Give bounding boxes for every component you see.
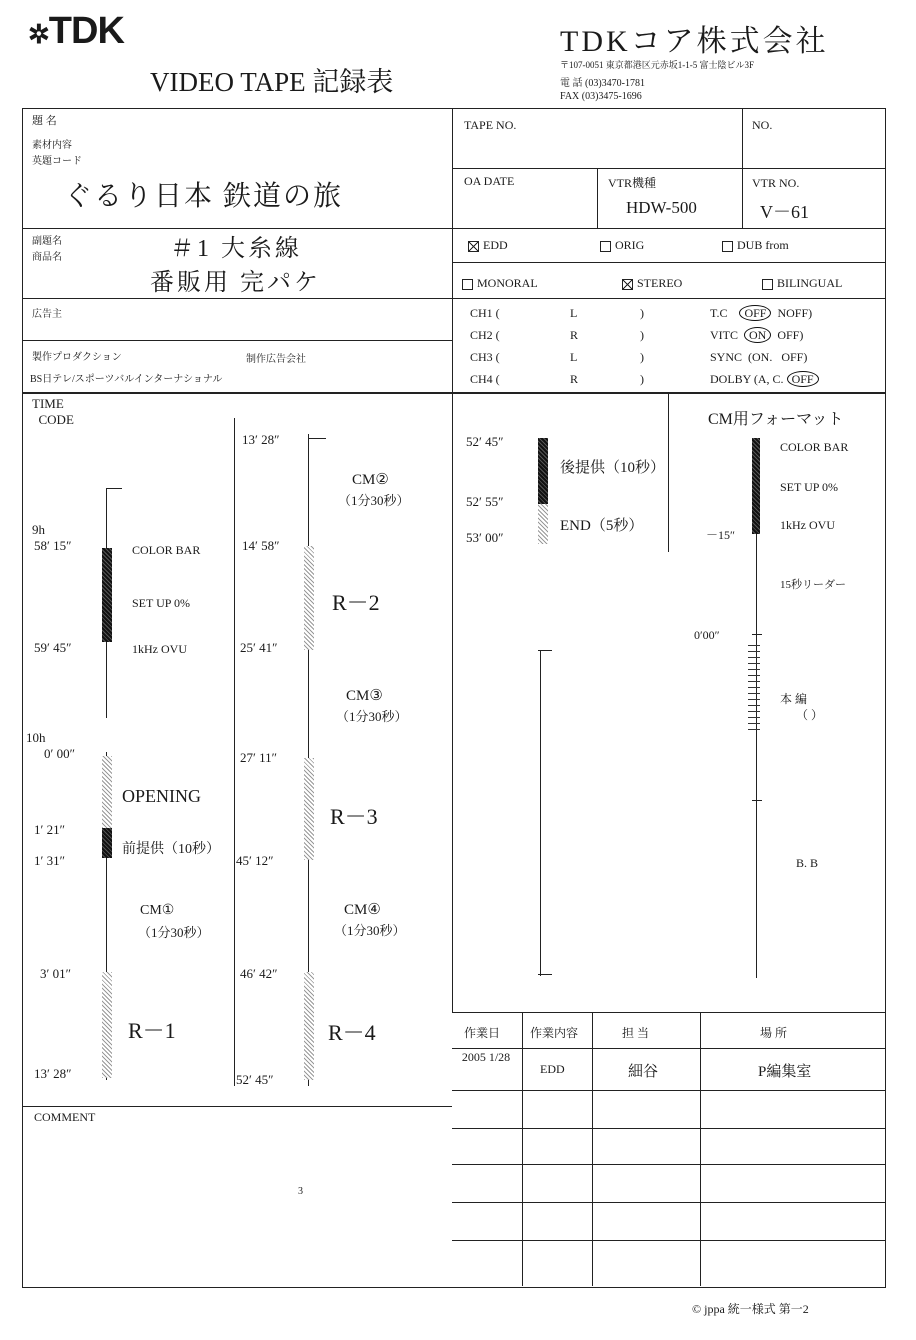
ch1-value: L [570,306,578,320]
tc2-4512: 45′ 12″ [236,853,274,868]
tc1-000: 0′ 00″ [44,746,76,761]
work-person: 細谷 [628,1064,659,1080]
tc2-2541: 25′ 41″ [240,640,278,655]
tdk-logo-icon: ✲ [28,19,49,49]
note-cm1: CM① [140,903,175,918]
work-h-date: 作業日 [464,1026,501,1040]
form-title: VIDEO TAPE 記録表 [150,67,394,97]
label-subtitle: 副題名 [32,236,62,247]
note-1khz: 1kHz OVU [132,642,187,656]
vitc-flag: VITC ON OFF) [710,328,804,342]
dub-checkbox-icon [722,241,733,252]
tc1-9h: 9h [32,522,45,537]
r3-segment [304,758,314,860]
r1-segment [102,972,112,1078]
comment-label: COMMENT [34,1110,96,1124]
note-cm2: CM② [352,472,389,488]
work-date: 2005 1/28 [461,1050,511,1064]
cm-hatch-segment [748,640,760,730]
r4-segment [304,972,314,1080]
cm-colorbar-segment [752,438,760,534]
note-opening: OPENING [122,786,201,806]
cm-leader: 15秒リーダー [780,579,846,591]
opening-segment [102,756,112,828]
cm-bb: B. B [796,856,819,870]
edd-checkbox-icon [468,241,479,252]
check-edd: EDD [468,238,508,253]
label-code: 英題コード [32,156,82,167]
comment-mark: 3 [298,1186,303,1197]
label-agency: 制作広告会社 [246,354,306,365]
cm-paren: （ ） [796,708,824,722]
label-product: 商品名 [32,252,62,263]
label-tape-no: TAPE NO. [464,118,517,132]
paren: ) [640,350,644,364]
episode-subtitle: ＃1 大糸線 [170,236,302,262]
company-fax: FAX (03)3475-1696 [560,91,642,102]
note-pre-sponsor: 前提供（10秒） [122,842,220,857]
check-dub: DUB from [722,238,789,253]
end-segment [538,504,548,544]
note-cm4: CM④ [344,902,381,918]
ch3-value: L [570,350,578,364]
tc2-2711: 27′ 11″ [240,750,278,765]
label-no: NO. [752,118,773,132]
label-oa-date: OA DATE [464,174,515,188]
tc1-1328: 13′ 28″ [34,1066,72,1081]
r2-segment [304,546,314,650]
pre-sponsor-segment [102,828,112,858]
mono-checkbox-icon [462,279,473,290]
tc1-10h: 10h [26,730,46,745]
company-address: 〒107-0051 東京都港区元赤坂1-1-5 富士陰ビル3F [560,60,754,70]
label-production: 製作プロダクション [32,352,122,363]
note-r4: R－4 [328,1020,376,1045]
ch2-label: CH2 ( [470,328,500,342]
work-h-person: 担 当 [622,1026,650,1040]
note-cm4-dur: （1分30秒） [334,923,406,938]
tc3-5245: 52′ 45″ [466,434,504,449]
note-r1: R－1 [128,1018,176,1043]
tc2-5245: 52′ 45″ [236,1072,274,1087]
cm-setup: SET UP 0% [780,480,839,494]
work-place: P編集室 [758,1064,812,1080]
work-h-job: 作業内容 [530,1026,579,1040]
work-job: EDD [540,1062,565,1076]
check-mono: MONORAL [462,276,538,291]
label-vtr-model: VTR機種 [608,176,657,190]
note-colorbar: COLOR BAR [132,543,201,557]
note-cm2-dur: （1分30秒） [338,493,410,508]
bilingual-checkbox-icon [762,279,773,290]
note-post-sponsor: 後提供（10秒） [560,460,666,476]
sync-flag: SYNC (ON. OFF) [710,350,808,364]
cm-main: 本 編 [780,692,808,706]
vtr-model: HDW-500 [626,198,697,217]
ch1-label: CH1 ( [470,306,500,320]
note-end: END（5秒） [560,518,644,534]
tc1-5945: 59′ 45″ [34,640,72,655]
note-setup: SET UP 0% [132,596,191,610]
footer-text: © jppa 統一様式 第一2 [692,1302,809,1316]
production-company: BS日テレ/スポーツバルインターナショナル [30,374,223,385]
check-bilingual: BILINGUAL [762,276,842,291]
post-sponsor-segment [538,438,548,504]
tdk-logo: ✲TDK [28,10,124,52]
work-h-place: 場 所 [760,1026,788,1040]
note-cm3-dur: （1分30秒） [336,709,408,724]
label-advertiser: 広告主 [32,309,62,320]
paren: ) [640,306,644,320]
cm-zero: 0′00″ [694,628,720,642]
cm-colorbar: COLOR BAR [780,440,849,454]
check-orig: ORIG [600,238,644,253]
note-cm1-dur: （1分30秒） [138,925,210,940]
paren: ) [640,372,644,386]
tc1-5815: 58′ 15″ [34,538,72,553]
stereo-checkbox-icon [622,279,633,290]
orig-checkbox-icon [600,241,611,252]
ch4-label: CH4 ( [470,372,500,386]
check-stereo: STEREO [622,276,682,291]
ch4-value: R [570,372,579,386]
note-r2: R－2 [332,590,380,615]
note-cm3: CM③ [346,688,383,704]
ch3-label: CH3 ( [470,350,500,364]
timecode-label: TIME CODE [32,396,74,427]
company-tel: 電 話 (03)3470-1781 [560,78,645,89]
tc3-5300: 53′ 00″ [466,530,504,545]
tc2-4642: 46′ 42″ [240,966,278,981]
cm-minus15: －15″ [706,528,735,542]
tc2-1458: 14′ 58″ [242,538,280,553]
ch2-value: R [570,328,579,342]
label-content: 素材内容 [32,140,72,151]
label-vtr-no: VTR NO. [752,176,800,190]
dolby-flag: DOLBY (A, C. OFF [710,372,819,387]
tc1-131: 1′ 31″ [34,853,66,868]
tc1-121: 1′ 21″ [34,822,66,837]
cm-format-title: CM用フォーマット [708,411,844,428]
colorbar-segment [102,548,112,642]
note-r3: R－3 [330,804,378,829]
tc-flag: T.C OFF NOFF) [710,306,813,320]
tc2-1328: 13′ 28″ [242,432,280,447]
company-name: TDKコア株式会社 [560,25,829,58]
paren: ) [640,328,644,342]
tc3-5255: 52′ 55″ [466,494,504,509]
tc1-301: 3′ 01″ [40,966,72,981]
program-title: ぐるり日本 鉄道の旅 [64,181,344,212]
label-title: 題 名 [32,115,57,127]
product-name: 番販用 完パケ [150,270,321,296]
cm-1khz: 1kHz OVU [780,518,835,532]
vtr-no: V－61 [760,202,809,222]
